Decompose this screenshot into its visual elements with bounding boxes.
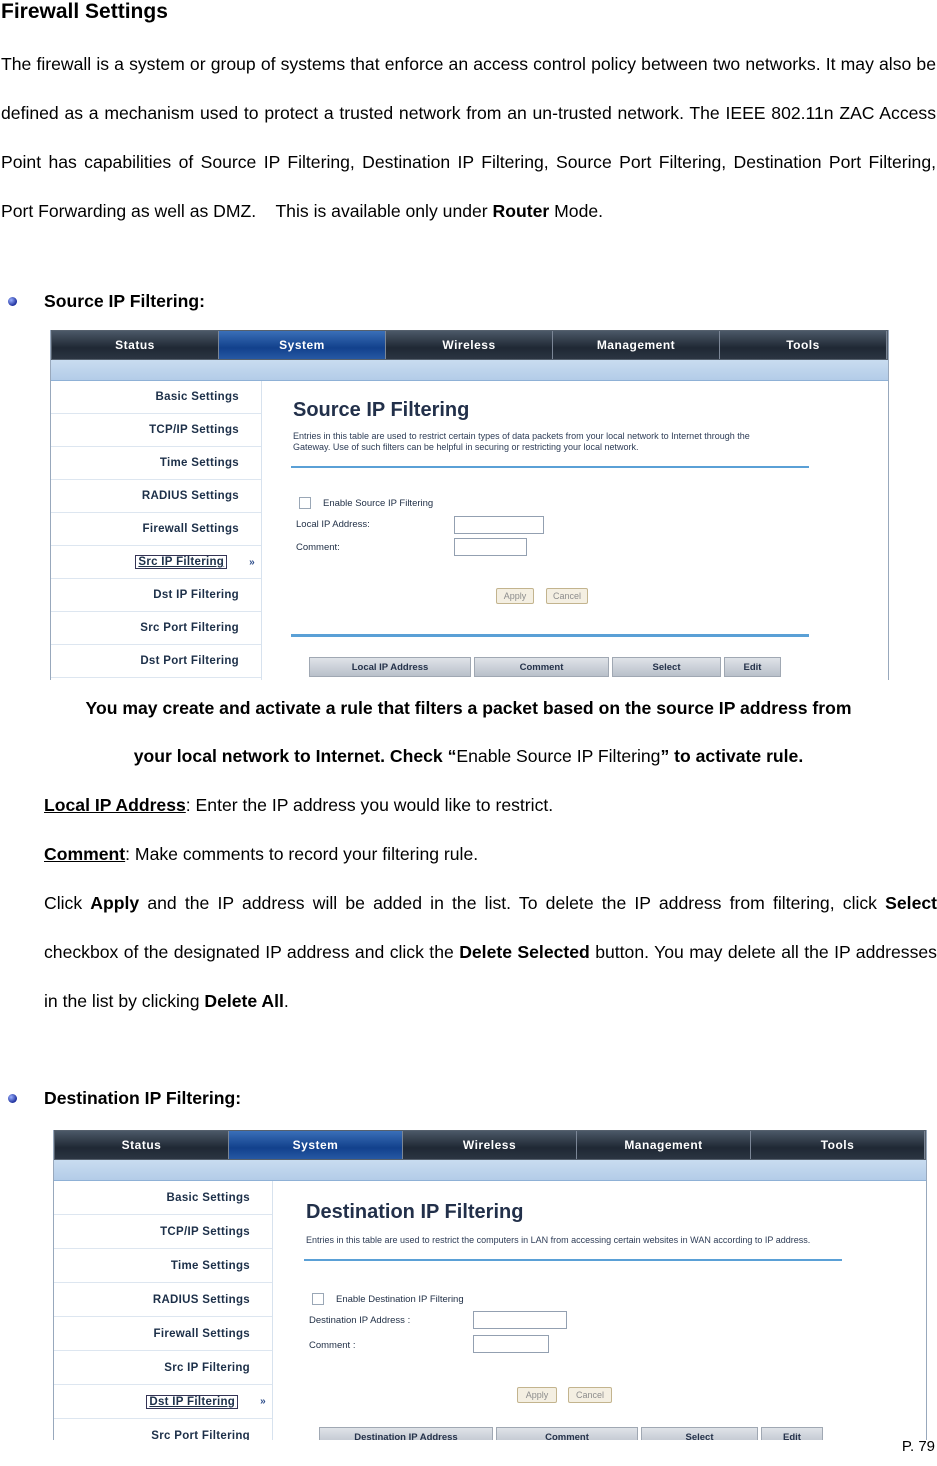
panel-description: Entries in this table are used to restrict the computers in LAN from accessing certain websites in WAN according to IP address.	[306, 1235, 811, 1245]
top-nav	[51, 330, 888, 360]
desc1-line2	[0, 732, 937, 781]
dest-ip-input[interactable]	[473, 1311, 567, 1329]
enable-checkbox[interactable]	[299, 497, 311, 509]
tab-wireless[interactable]: Wireless	[386, 331, 553, 359]
enable-row	[299, 497, 433, 509]
intro-last-pre: This is available only under	[275, 201, 493, 221]
local-ip-text: : Enter the IP address you would like to restrict.	[185, 795, 554, 815]
body-area	[54, 1181, 926, 1440]
table-divider	[291, 634, 809, 637]
sidebar-item-radius-settings[interactable]: RADIUS Settings	[51, 480, 261, 513]
apply-button[interactable]: Apply	[496, 588, 534, 604]
desc1-pre: your local network to Internet. Check “	[133, 746, 457, 766]
comment-input[interactable]	[454, 538, 527, 556]
tab-management[interactable]: Management	[577, 1131, 751, 1159]
desc1-normal: Enable Source IP Filtering	[456, 746, 661, 766]
sidebar-item-src-port-filtering[interactable]: Src Port Filtering	[51, 612, 261, 645]
col-edit: Edit	[761, 1427, 823, 1440]
tab-status[interactable]: Status	[55, 1131, 229, 1159]
tab-tools[interactable]: Tools	[720, 331, 887, 359]
active-arrow-icon: »	[260, 1396, 266, 1407]
sub-strip	[54, 1160, 926, 1181]
bullet-title: Destination IP Filtering:	[44, 1088, 242, 1108]
enable-checkbox[interactable]	[312, 1293, 324, 1305]
tab-tools[interactable]: Tools	[751, 1131, 925, 1159]
local-ip-term: Local IP Address	[44, 795, 186, 815]
sidebar-item-basic-settings[interactable]: Basic Settings	[54, 1181, 272, 1215]
dest-ip-label: Destination IP Address :	[309, 1315, 411, 1326]
cancel-button[interactable]: Cancel	[546, 588, 588, 604]
apply-term: Apply	[90, 893, 140, 913]
comment-desc	[44, 830, 937, 879]
screenshot-destination-ip	[53, 1130, 927, 1440]
bullet-destination-ip	[8, 1088, 241, 1109]
sidebar-item-src-ip-filtering[interactable]: Src IP Filtering »	[51, 546, 261, 579]
comment-input[interactable]	[473, 1335, 549, 1353]
main-content	[291, 381, 811, 680]
delete-all-term: Delete All	[204, 991, 284, 1011]
col-comment: Comment	[496, 1427, 638, 1440]
enable-label: Enable Source IP Filtering	[323, 497, 434, 509]
sidebar-item-firewall-settings[interactable]: Firewall Settings	[54, 1317, 272, 1351]
sidebar-item-dst-port-filtering[interactable]: Dst Port Filtering	[51, 645, 261, 678]
main-content	[304, 1181, 849, 1440]
panel-title: Source IP Filtering	[293, 399, 470, 421]
bullet-title: Source IP Filtering:	[44, 291, 205, 311]
intro-router: Router	[492, 201, 550, 221]
intro-paragraph	[1, 40, 936, 236]
tab-system[interactable]: System	[219, 331, 386, 359]
screenshot-source-ip	[50, 330, 889, 680]
enable-label: Enable Destination IP Filtering	[336, 1293, 464, 1305]
click-paragraph: Click Apply and the IP address will be added in the list. To delete the IP address from filtering, click Select checkbox of the designated IP address and click the Delete Selected button. You may delete all the IP addresses in the list by clicking Delete All.	[44, 893, 937, 1011]
col-select: Select	[641, 1427, 758, 1440]
col-dest-ip: Destination IP Address	[319, 1427, 493, 1440]
cancel-button[interactable]: Cancel	[568, 1387, 612, 1403]
comment-label: Comment:	[296, 542, 340, 553]
page-number: P. 79	[901, 1438, 935, 1455]
intro-text: The firewall is a system or group of systems that enforce an access control policy between two networks. It may also be defined as a mechanism used to protect a trusted network from an un-trusted network. The IEEE 802.11n ZAC Access Point has capabilities of Source IP Filtering, Destination IP Filtering, Source Port Filtering, Destination Port Filtering, Port Forwarding as well as DMZ.	[1, 54, 936, 221]
sidebar-item-tcpip-settings[interactable]: TCP/IP Settings	[51, 414, 261, 447]
sidebar-item-time-settings[interactable]: Time Settings	[51, 447, 261, 480]
intro-last-post: Mode.	[549, 201, 604, 221]
desc1-line1: You may create and activate a rule that filters a packet based on the source IP address from	[85, 698, 852, 718]
sidebar-item-radius-settings[interactable]: RADIUS Settings	[54, 1283, 272, 1317]
enable-row	[312, 1293, 464, 1305]
comment-label: Comment :	[309, 1340, 356, 1351]
sidebar-item-src-port-filtering[interactable]: Src Port Filtering	[54, 1419, 272, 1440]
body-area	[51, 381, 888, 680]
local-ip-input[interactable]	[454, 516, 544, 534]
divider	[304, 1259, 842, 1261]
active-arrow-icon: »	[249, 556, 255, 568]
comment-text: : Make comments to record your filtering rule.	[125, 844, 479, 864]
divider	[291, 466, 809, 468]
sidebar-item-firewall-settings[interactable]: Firewall Settings	[51, 513, 261, 546]
local-ip-label: Local IP Address:	[296, 519, 370, 530]
table-header	[319, 1427, 826, 1440]
sidebar	[54, 1181, 273, 1440]
select-term: Select	[885, 893, 937, 913]
page-heading: Firewall Settings	[1, 0, 168, 23]
tab-status[interactable]: Status	[52, 331, 219, 359]
local-ip-desc	[44, 781, 937, 830]
col-comment: Comment	[474, 657, 609, 677]
sidebar-item-dst-ip-filtering[interactable]: Dst IP Filtering	[51, 579, 261, 612]
sidebar	[51, 381, 262, 680]
col-edit: Edit	[724, 657, 781, 677]
bullet-icon	[8, 297, 17, 306]
panel-description: Entries in this table are used to restrict certain types of data packets from your local network to Internet through the Gateway. Use of such filters can be helpful in securing or restricting your local network.	[293, 431, 750, 452]
delete-selected-term: Delete Selected	[459, 942, 590, 962]
sub-strip	[51, 360, 888, 381]
table-header	[309, 657, 784, 677]
tab-wireless[interactable]: Wireless	[403, 1131, 577, 1159]
col-select: Select	[612, 657, 721, 677]
comment-term: Comment	[44, 844, 126, 864]
bullet-source-ip	[8, 291, 205, 312]
tab-system[interactable]: System	[229, 1131, 403, 1159]
sidebar-item-tcpip-settings[interactable]: TCP/IP Settings	[54, 1215, 272, 1249]
top-nav	[54, 1130, 926, 1160]
bullet-icon	[8, 1094, 17, 1103]
sidebar-item-basic-settings[interactable]: Basic Settings	[51, 381, 261, 414]
col-local-ip: Local IP Address	[309, 657, 471, 677]
desc1-post: ” to activate rule.	[660, 746, 804, 766]
sidebar-item-time-settings[interactable]: Time Settings	[54, 1249, 272, 1283]
panel-title: Destination IP Filtering	[306, 1201, 524, 1223]
apply-button[interactable]: Apply	[517, 1387, 557, 1403]
sidebar-item-dst-ip-filtering[interactable]: Dst IP Filtering »	[54, 1385, 272, 1419]
sidebar-item-src-ip-filtering[interactable]: Src IP Filtering	[54, 1351, 272, 1385]
tab-management[interactable]: Management	[553, 331, 720, 359]
